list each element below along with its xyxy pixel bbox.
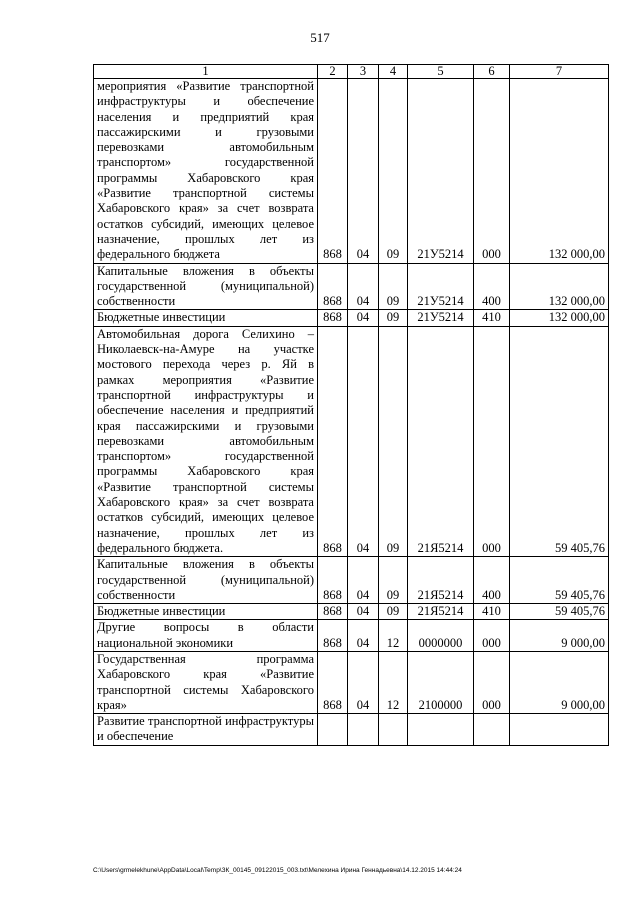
grbs-code: 868 <box>318 651 348 713</box>
grbs-code: 868 <box>318 620 348 652</box>
row-name: Другие вопросы в области национальной экономики <box>94 620 318 652</box>
row-name: Государственная программа Хабаровского края «Развитие транспортной системы Хабаровского края» <box>94 651 318 713</box>
table-row <box>94 326 609 556</box>
row-name: мероприятия «Развитие транспортной инфраструктуры и обеспечение населения и предприятий края пассажирскими и грузовыми перевозками автомобильным транспортом» государственной программы Хабаровского края «Развитие транспортной системы Хабаровского края» за счет возврата остатков субсидий, имеющих целевое назначение, прошлых лет из федерального бюджета <box>94 79 318 264</box>
table-row <box>94 263 609 310</box>
grbs-code: 868 <box>318 79 348 264</box>
row-name: Бюджетные инвестиции <box>94 604 318 620</box>
row-name: Бюджетные инвестиции <box>94 310 318 326</box>
table-row <box>94 620 609 652</box>
table-row <box>94 651 609 713</box>
section-code: 04 <box>348 326 379 556</box>
column-header: 3 <box>348 65 379 79</box>
column-header: 1 <box>94 65 318 79</box>
subsection-code <box>379 714 408 746</box>
target-article-code: 0000000 <box>408 620 474 652</box>
grbs-code: 868 <box>318 557 348 604</box>
amount <box>510 714 609 746</box>
grbs-code <box>318 714 348 746</box>
section-code: 04 <box>348 620 379 652</box>
target-article-code: 21Я5214 <box>408 557 474 604</box>
subsection-code: 12 <box>379 651 408 713</box>
expense-type-code: 410 <box>474 310 510 326</box>
amount: 59 405,76 <box>510 557 609 604</box>
target-article-code: 21У5214 <box>408 263 474 310</box>
subsection-code: 09 <box>379 310 408 326</box>
column-header: 4 <box>379 65 408 79</box>
file-path-footer: C:\Users\grmelekhune\AppData\Local\Temp\ЗК_00145_09122015_003.txt\Мелехина Ирина Геннадьевна\14.12.2015 14:44:24 <box>93 867 462 874</box>
expense-type-code: 000 <box>474 79 510 264</box>
subsection-code: 09 <box>379 263 408 310</box>
expense-type-code: 000 <box>474 651 510 713</box>
target-article-code: 2100000 <box>408 651 474 713</box>
expense-type-code: 000 <box>474 326 510 556</box>
amount: 9 000,00 <box>510 620 609 652</box>
section-code: 04 <box>348 79 379 264</box>
amount: 132 000,00 <box>510 79 609 264</box>
column-header: 6 <box>474 65 510 79</box>
section-code: 04 <box>348 263 379 310</box>
target-article-code: 21У5214 <box>408 79 474 264</box>
table-row <box>94 604 609 620</box>
target-article-code: 21У5214 <box>408 310 474 326</box>
grbs-code: 868 <box>318 310 348 326</box>
section-code: 04 <box>348 604 379 620</box>
row-name: Развитие транспортной инфраструктуры и обеспечение <box>94 714 318 746</box>
row-name: Капитальные вложения в объекты государственной (муниципальной) собственности <box>94 557 318 604</box>
table-row <box>94 310 609 326</box>
page-number: 517 <box>310 30 330 45</box>
section-code <box>348 714 379 746</box>
grbs-code: 868 <box>318 604 348 620</box>
budget-table <box>93 64 609 746</box>
column-header: 5 <box>408 65 474 79</box>
grbs-code: 868 <box>318 263 348 310</box>
subsection-code: 09 <box>379 557 408 604</box>
target-article-code: 21Я5214 <box>408 326 474 556</box>
section-code: 04 <box>348 310 379 326</box>
expense-type-code: 410 <box>474 604 510 620</box>
table-row <box>94 557 609 604</box>
amount: 9 000,00 <box>510 651 609 713</box>
expense-type-code <box>474 714 510 746</box>
table-row <box>94 79 609 264</box>
target-article-code: 21Я5214 <box>408 604 474 620</box>
section-code: 04 <box>348 651 379 713</box>
subsection-code: 09 <box>379 326 408 556</box>
subsection-code: 12 <box>379 620 408 652</box>
expense-type-code: 400 <box>474 263 510 310</box>
expense-type-code: 000 <box>474 620 510 652</box>
target-article-code <box>408 714 474 746</box>
amount: 59 405,76 <box>510 326 609 556</box>
row-name: Капитальные вложения в объекты государственной (муниципальной) собственности <box>94 263 318 310</box>
column-header: 2 <box>318 65 348 79</box>
subsection-code: 09 <box>379 604 408 620</box>
amount: 132 000,00 <box>510 310 609 326</box>
table-header-row <box>94 65 609 79</box>
amount: 132 000,00 <box>510 263 609 310</box>
table-row <box>94 714 609 746</box>
subsection-code: 09 <box>379 79 408 264</box>
expense-type-code: 400 <box>474 557 510 604</box>
grbs-code: 868 <box>318 326 348 556</box>
section-code: 04 <box>348 557 379 604</box>
column-header: 7 <box>510 65 609 79</box>
row-name: Автомобильная дорога Селихино – Николаевск-на-Амуре на участке мостового перехода через р. Яй в рамках мероприятия «Развитие транспортной инфраструктуры и обеспечение населения и предприятий края пассажирскими и грузовыми перевозками автомобильным транспортом» государственной программы Хабаровского края «Развитие транспортной системы Хабаровского края» за счет возврата остатков субсидий, имеющих целевое назначение, прошлых лет из федерального бюджета. <box>94 326 318 556</box>
amount: 59 405,76 <box>510 604 609 620</box>
